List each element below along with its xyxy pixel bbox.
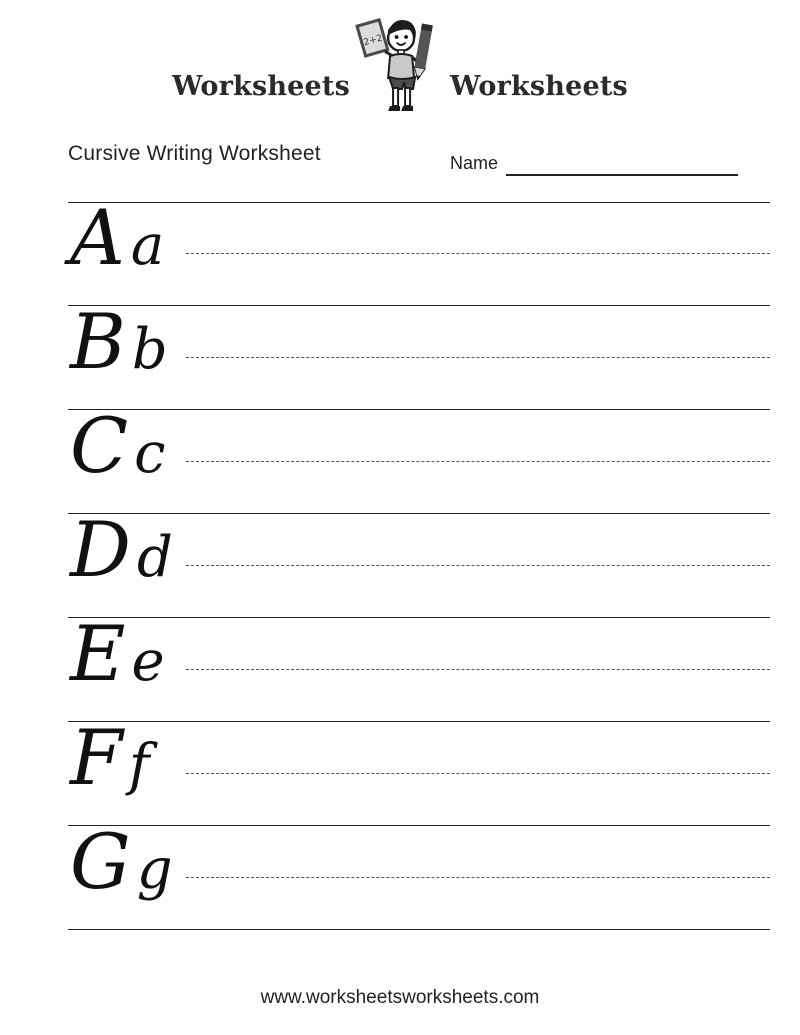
letter-pair bbox=[70, 706, 155, 818]
letter-uppercase: F bbox=[70, 713, 129, 802]
practice-row bbox=[68, 817, 770, 930]
rule-line-dashed bbox=[186, 565, 770, 566]
brand-header bbox=[0, 0, 800, 120]
name-field-group bbox=[450, 153, 738, 176]
letter-lowercase: d bbox=[136, 525, 179, 590]
letter-uppercase: D bbox=[70, 505, 137, 594]
practice-sheet bbox=[68, 193, 770, 930]
page-title: Cursive Writing Worksheet bbox=[68, 142, 321, 165]
letter-uppercase: C bbox=[70, 401, 135, 490]
brand-word-right: Worksheets bbox=[450, 71, 628, 102]
rule-line-dashed bbox=[186, 877, 770, 878]
rule-line-dashed bbox=[186, 357, 770, 358]
name-label: Name bbox=[449, 153, 498, 173]
letter-lowercase: c bbox=[134, 421, 172, 486]
brand-word-left: Worksheets bbox=[172, 71, 350, 102]
letter-lowercase: g bbox=[136, 837, 179, 902]
letter-lowercase: b bbox=[131, 317, 174, 382]
footer-url: www.worksheetsworksheets.com bbox=[260, 987, 540, 1008]
title-row bbox=[68, 142, 770, 176]
letter-lowercase: a bbox=[130, 213, 171, 278]
rule-line-dashed bbox=[186, 461, 770, 462]
brand-logo bbox=[172, 8, 628, 120]
rule-line-dashed bbox=[186, 773, 770, 774]
rule-line-dashed bbox=[186, 253, 770, 254]
rule-line-dashed bbox=[186, 669, 770, 670]
letter-pair bbox=[70, 394, 172, 506]
letter-lowercase: e bbox=[131, 629, 171, 694]
boy-with-book-and-pencil-icon bbox=[352, 8, 448, 120]
letter-pair bbox=[70, 186, 170, 298]
rule-line-bottom bbox=[68, 929, 770, 930]
practice-row bbox=[68, 609, 770, 722]
letter-pair bbox=[70, 810, 179, 922]
letter-pair bbox=[70, 602, 171, 714]
letter-uppercase: A bbox=[70, 193, 131, 282]
letter-uppercase: E bbox=[70, 609, 132, 698]
practice-row bbox=[68, 505, 770, 618]
name-input-line[interactable] bbox=[506, 173, 738, 176]
practice-row bbox=[68, 297, 770, 410]
letter-pair bbox=[70, 498, 179, 610]
letter-uppercase: B bbox=[70, 297, 132, 386]
letter-lowercase: f bbox=[128, 733, 156, 798]
rule-line-top bbox=[68, 202, 770, 203]
letter-pair bbox=[70, 290, 174, 402]
svg-text:2+2: 2+2 bbox=[362, 33, 384, 49]
letter-uppercase: G bbox=[70, 817, 137, 906]
